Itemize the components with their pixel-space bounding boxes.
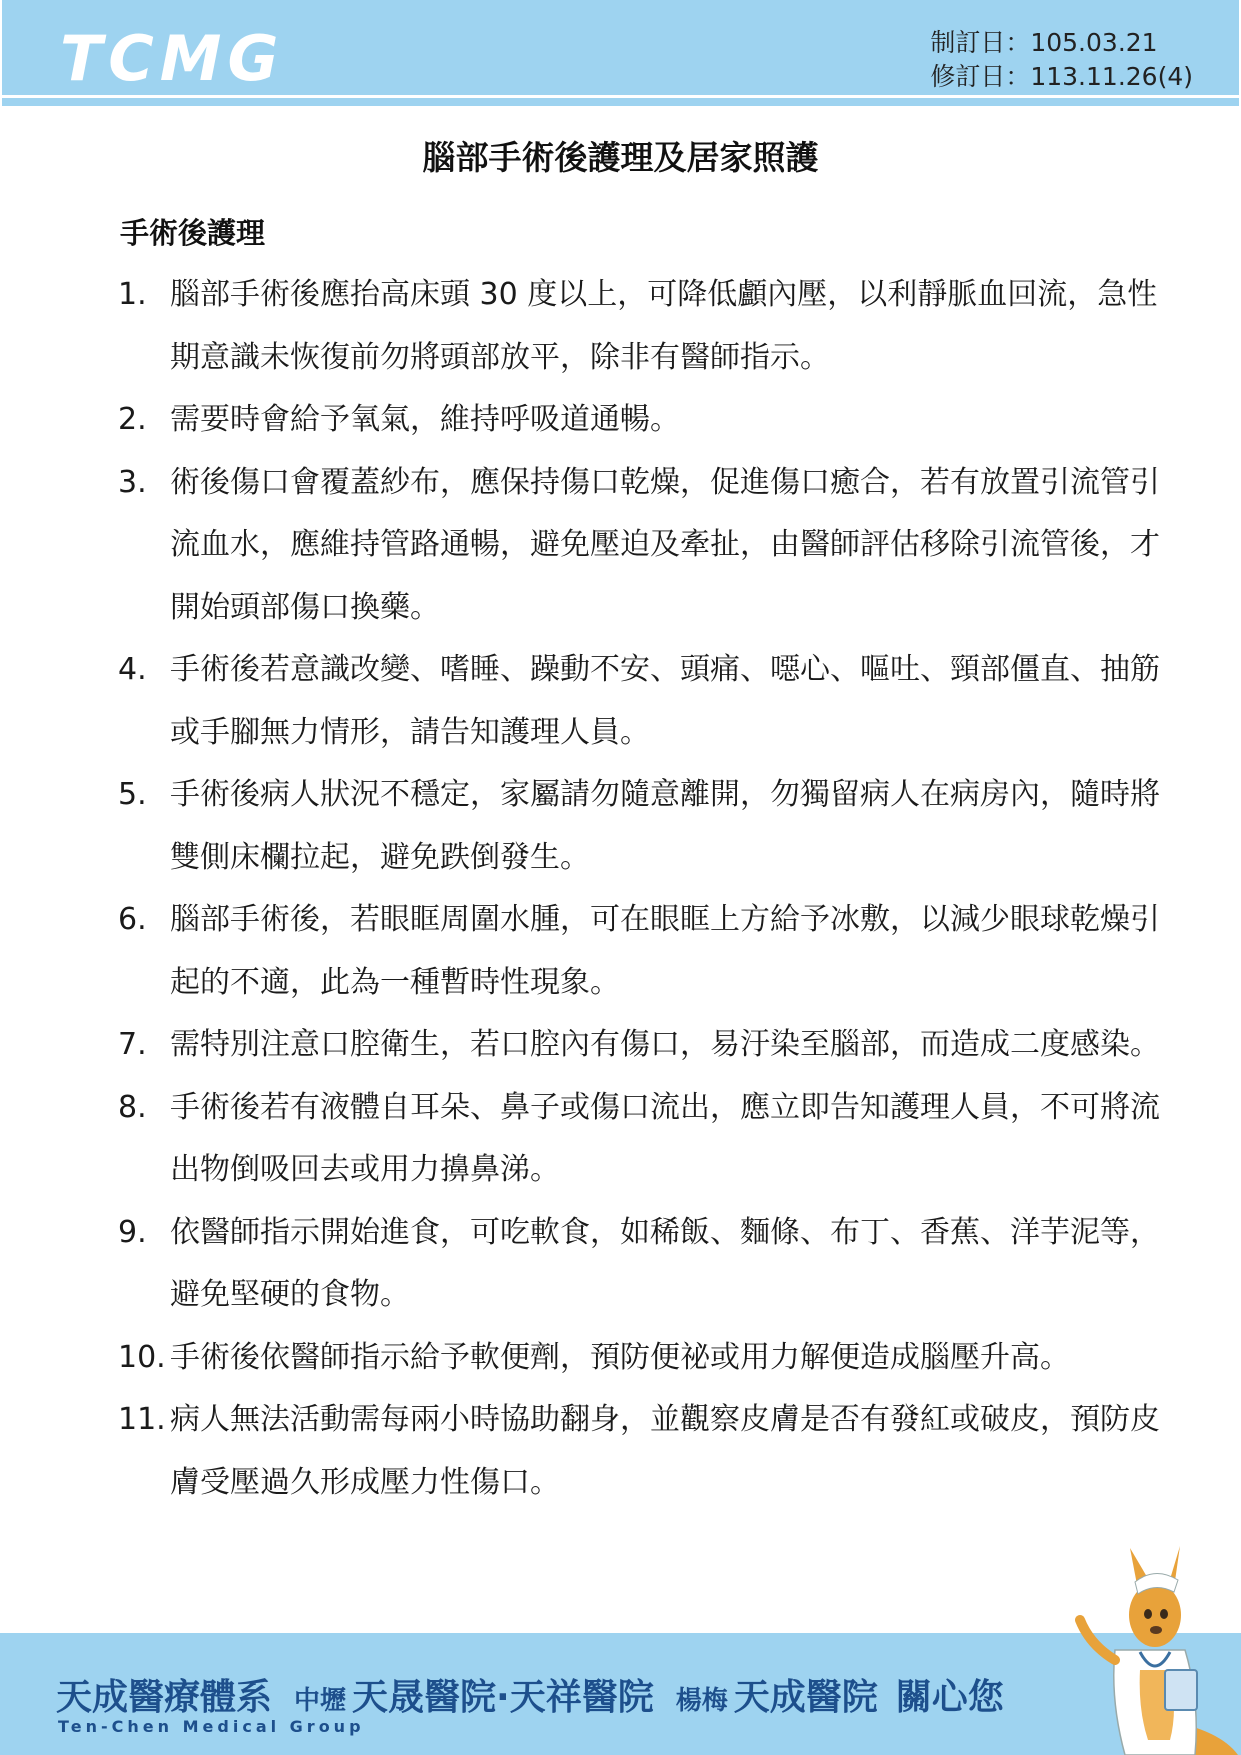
item-number: 6. <box>118 902 147 937</box>
item-text: 需要時會給予氧氣，維持呼吸道通暢。 <box>170 402 680 437</box>
hospitals-zhongli: 天晟醫院·天祥醫院 <box>352 1677 654 1718</box>
list-item <box>118 1014 1178 1077</box>
list-item <box>118 1389 1178 1514</box>
list-item <box>118 452 1178 640</box>
group-name: 天成醫療體系 <box>56 1677 273 1718</box>
item-text: 手術後依醫師指示給予軟便劑，預防便祕或用力解便造成腦壓升高。 <box>170 1339 1070 1375</box>
item-number: 1. <box>118 277 147 312</box>
item-number: 2. <box>118 402 147 437</box>
tcmg-logo: TCMG <box>60 22 285 95</box>
item-number: 11. <box>118 1402 166 1437</box>
revised-date: 修訂日：113.11.26(4) <box>930 62 1193 91</box>
document-dates <box>930 26 1193 94</box>
hospital-yangmei: 天成醫院 <box>733 1677 878 1718</box>
item-number: 7. <box>118 1027 147 1062</box>
care-instructions-list <box>118 264 1178 1514</box>
list-item <box>118 1327 1178 1390</box>
list-item <box>118 889 1178 1014</box>
group-english-name: Ten-Chen Medical Group <box>58 1717 365 1736</box>
list-item <box>118 1202 1178 1327</box>
list-item <box>118 264 1178 389</box>
page-title: 腦部手術後護理及居家照護 <box>422 138 819 177</box>
list-item <box>118 389 1178 452</box>
footer-text <box>56 1669 1004 1720</box>
item-number: 8. <box>118 1089 147 1125</box>
item-text: 手術後病人狀況不穩定，家屬請勿隨意離開，勿獨留病人在病房內，隨時將雙側床欄拉起，避免跌倒發生。 <box>170 777 1160 875</box>
item-text: 依醫師指示開始進食，可吃軟食，如稀飯、麵條、布丁、香蕉、洋芋泥等，避免堅硬的食物。 <box>170 1214 1160 1312</box>
section-heading: 手術後護理 <box>120 216 266 250</box>
item-text: 手術後若有液體自耳朵、鼻子或傷口流出，應立即告知護理人員，不可將流出物倒吸回去或用力擤鼻涕。 <box>170 1089 1160 1187</box>
location-zhongli: 中壢 <box>294 1686 347 1716</box>
item-number: 10. <box>118 1339 166 1375</box>
item-text: 手術後若意識改變、嗜睡、躁動不安、頭痛、噁心、嘔吐、頸部僵直、抽筋或手腳無力情形，請告知護理人員。 <box>170 652 1160 750</box>
item-number: 3. <box>118 464 147 500</box>
kangaroo-mascot-icon <box>1070 1530 1240 1755</box>
header-divider <box>2 98 1239 106</box>
list-item <box>118 1077 1178 1202</box>
footer-banner <box>0 1633 1241 1755</box>
footer-slogan: 關心您 <box>895 1677 1004 1718</box>
item-number: 9. <box>118 1214 147 1250</box>
item-text: 術後傷口會覆蓋紗布，應保持傷口乾燥，促進傷口癒合，若有放置引流管引流血水，應維持管路通暢，避免壓迫及牽扯，由醫師評估移除引流管後，才開始頭部傷口換藥。 <box>170 464 1160 625</box>
item-text: 腦部手術後，若眼眶周圍水腫，可在眼眶上方給予冰敷，以減少眼球乾燥引起的不適，此為一種暫時性現象。 <box>170 902 1160 1000</box>
item-text: 病人無法活動需每兩小時協助翻身，並觀察皮膚是否有發紅或破皮，預防皮膚受壓過久形成壓力性傷口。 <box>170 1402 1160 1500</box>
item-number: 5. <box>118 777 147 812</box>
item-number: 4. <box>118 652 147 687</box>
list-item <box>118 639 1178 764</box>
location-yangmei: 楊梅 <box>675 1686 728 1716</box>
item-text: 需特別注意口腔衛生，若口腔內有傷口，易汙染至腦部，而造成二度感染。 <box>170 1027 1160 1062</box>
list-item <box>118 764 1178 889</box>
item-text: 腦部手術後應抬高床頭 30 度以上，可降低顱內壓，以利靜脈血回流，急性期意識未恢復前勿將頭部放平，除非有醫師指示。 <box>170 277 1158 375</box>
established-date: 制訂日：105.03.21 <box>930 28 1158 57</box>
